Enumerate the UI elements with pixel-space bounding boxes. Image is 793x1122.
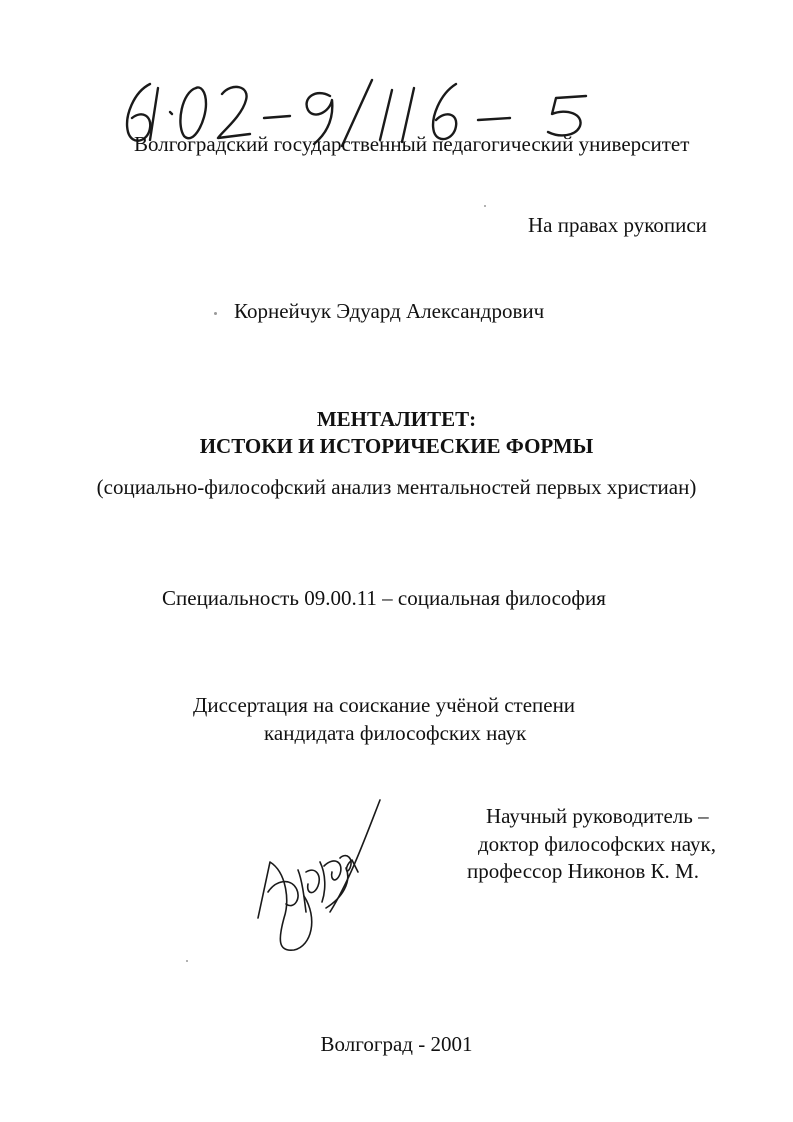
university-name: Волгоградский государственный педагогический университет [134, 132, 690, 156]
author-name: Корнейчук Эдуард Александрович [234, 299, 545, 323]
scan-speck [484, 205, 486, 207]
supervisor-line-3: профессор Никонов К. М. [467, 859, 699, 883]
subtitle: (социально-философский анализ ментальностей первых христиан) [96, 475, 697, 499]
degree-line-2: кандидата философских наук [264, 721, 527, 745]
city-year: Волгоград - 2001 [320, 1032, 473, 1056]
manuscript-rights-note: На правах рукописи [528, 213, 707, 237]
scan-speck [186, 960, 188, 962]
supervisor-line-2: доктор философских наук, [478, 832, 716, 856]
degree-line-1: Диссертация на соискание учёной степени [193, 693, 576, 717]
scan-speck [214, 312, 217, 315]
title-line-1: МЕНТАЛИТЕТ: [316, 407, 477, 431]
supervisor-line-1: Научный руководитель – [486, 804, 709, 828]
specialty: Специальность 09.00.11 – социальная философия [162, 586, 606, 610]
title-line-2: ИСТОКИ И ИСТОРИЧЕСКИЕ ФОРМЫ [199, 434, 594, 458]
